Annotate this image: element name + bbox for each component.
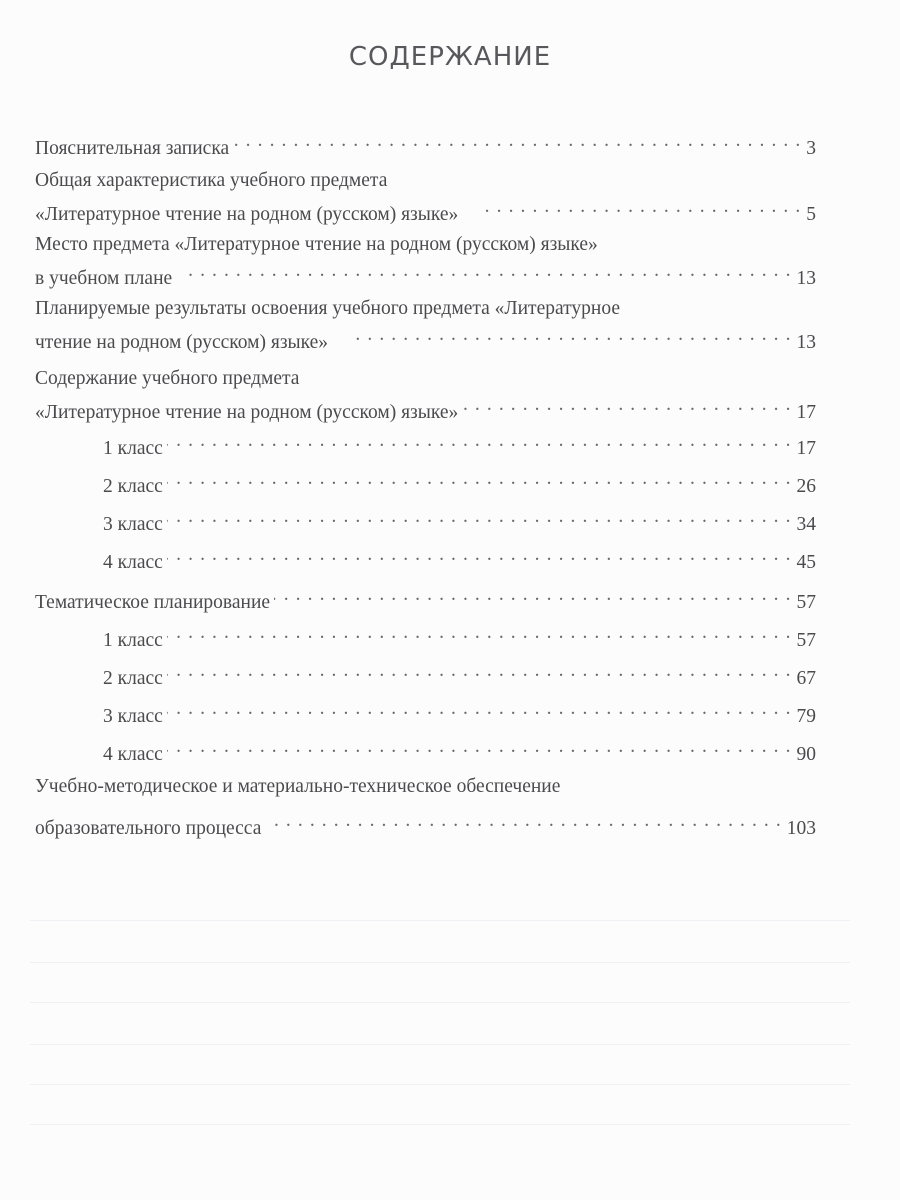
toc-entry-thematic-planning[interactable]: [35, 582, 816, 613]
toc-entry-title-line: Общая характеристика учебного предмета: [35, 170, 388, 191]
toc-page-number: 34: [796, 514, 816, 535]
toc-entry-title: Тематическое планирование: [35, 592, 271, 613]
show-through-line: [30, 1044, 850, 1045]
toc-page-number: 3: [806, 138, 816, 159]
toc-entry-title: 2 класс: [103, 668, 163, 689]
toc-entry-title: 4 класс: [103, 744, 163, 765]
toc-entry-planning-grade-2[interactable]: [35, 658, 816, 689]
dot-leader: [167, 696, 791, 722]
toc-entry-planning-grade-1[interactable]: [35, 620, 816, 651]
toc-entry-subject-place[interactable]: [35, 232, 816, 289]
toc-entry-title: 1 класс: [103, 438, 163, 459]
toc-page-number: 45: [796, 552, 816, 573]
toc-entry-explanatory-note[interactable]: [35, 128, 816, 159]
page-title: СОДЕРЖАНИЕ: [348, 42, 552, 72]
dot-leader: [275, 808, 780, 834]
show-through-line: [30, 920, 850, 921]
toc-entry-title-line: «Литературное чтение на родном (русском) языке»: [35, 402, 459, 423]
dot-leader: [480, 194, 800, 220]
toc-entry-planned-results[interactable]: [35, 296, 816, 353]
dot-leader: [167, 504, 791, 530]
dot-leader: [167, 428, 791, 454]
toc-entry-title-line: Содержание учебного предмета: [35, 368, 300, 389]
dot-leader: [167, 734, 791, 760]
toc-entry-title-line: образовательного процесса: [35, 818, 262, 839]
dot-leader: [274, 582, 790, 608]
toc-page-number: 26: [796, 476, 816, 497]
toc-page-number: 90: [796, 744, 816, 765]
dot-leader: [350, 322, 790, 348]
dot-leader: [462, 392, 790, 418]
toc-entry-subject-content[interactable]: [35, 366, 816, 423]
toc-page-number: 67: [796, 668, 816, 689]
toc-entry-content-grade-2[interactable]: [35, 466, 816, 497]
dot-leader: [167, 620, 791, 646]
toc-page-number: 13: [796, 268, 816, 289]
dot-leader: [167, 658, 791, 684]
toc-entry-title-line: Место предмета «Литературное чтение на родном (русском) языке»: [35, 234, 598, 255]
toc-entry-content-grade-3[interactable]: [35, 504, 816, 535]
dot-leader: [184, 258, 790, 284]
toc-entry-content-grade-4[interactable]: [35, 542, 816, 573]
toc-entry-title-line: чтение на родном (русском) языке»: [35, 332, 329, 353]
toc-entry-title-line: Планируемые результаты освоения учебного предмета «Литературное: [35, 298, 620, 319]
toc-entry-educational-support[interactable]: [35, 774, 816, 839]
toc-entry-title: 4 класс: [103, 552, 163, 573]
dot-leader: [233, 128, 800, 154]
toc-entry-title: 1 класс: [103, 630, 163, 651]
show-through-line: [30, 1124, 850, 1125]
dot-leader: [167, 466, 791, 492]
toc-entry-title-line: в учебном плане: [35, 268, 173, 289]
toc-page-number: 13: [796, 332, 816, 353]
toc-entry-planning-grade-3[interactable]: [35, 696, 816, 727]
toc-entry-title: 3 класс: [103, 514, 163, 535]
show-through-line: [30, 962, 850, 963]
toc-page-number: 103: [786, 818, 816, 839]
toc-page-number: 5: [806, 204, 816, 225]
toc-page-number: 79: [796, 706, 816, 727]
dot-leader: [167, 542, 791, 568]
toc-page-number: 17: [796, 438, 816, 459]
toc-entry-title: Пояснительная записка: [35, 138, 230, 159]
toc-page-number: 57: [796, 592, 816, 613]
toc-entry-title: 2 класс: [103, 476, 163, 497]
toc-entry-general-characteristics[interactable]: [35, 168, 816, 225]
toc-entry-title: 3 класс: [103, 706, 163, 727]
toc-page-number: 17: [796, 402, 816, 423]
toc-entry-title-line: «Литературное чтение на родном (русском) языке»: [35, 204, 459, 225]
toc-entry-planning-grade-4[interactable]: [35, 734, 816, 765]
show-through-line: [30, 1084, 850, 1085]
show-through-line: [30, 1002, 850, 1003]
toc-entry-title-line: Учебно-методическое и материально-техническое обеспечение: [35, 776, 561, 797]
toc-page-number: 57: [796, 630, 816, 651]
toc-entry-content-grade-1[interactable]: [35, 428, 816, 459]
